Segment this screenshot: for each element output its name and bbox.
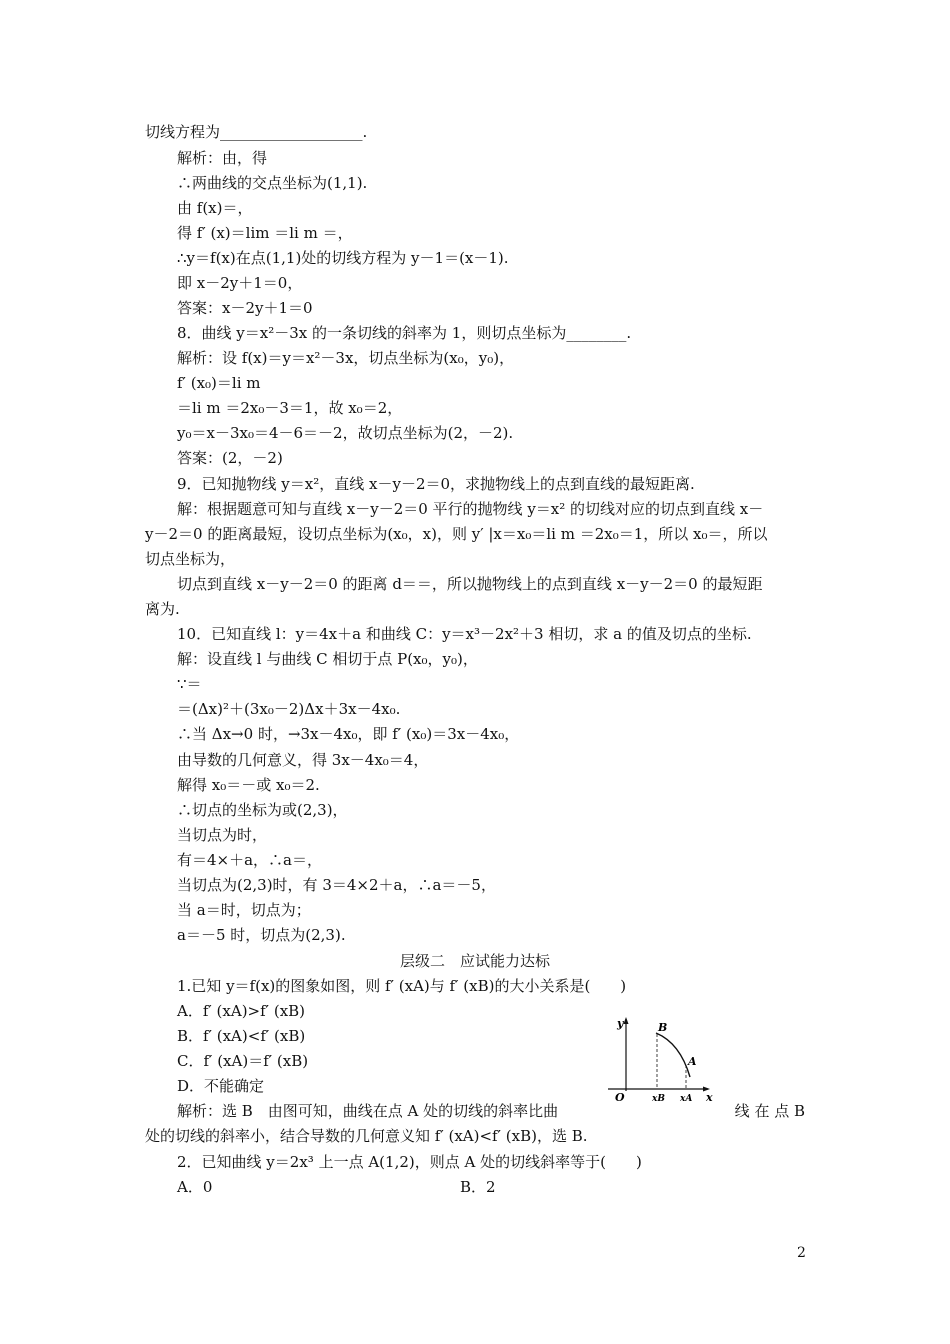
text-line: 解得 x₀＝－或 x₀＝2. — [177, 776, 320, 794]
text-line: 解：根据题意可知与直线 x－y－2＝0 平行的抛物线 y＝x² 的切线对应的切点到直线 x－ — [177, 500, 764, 518]
text-line: 8．曲线 y＝x²－3x 的一条切线的斜率为 1，则切点坐标为________. — [177, 324, 632, 342]
text-line: 即 x－2y＋1＝0， — [177, 274, 303, 292]
text-line: 9．已知抛物线 y＝x²，直线 x－y－2＝0，求抛物线上的点到直线的最短距离. — [177, 475, 695, 493]
text-line: 层级二 应试能力达标 — [399, 952, 550, 970]
page-number: 2 — [797, 1245, 806, 1261]
label-xb: xB — [652, 1094, 665, 1104]
text-line: 当 a＝时，切点为； — [177, 901, 311, 919]
text-line: B．f′ (xA)<f′ (xB) — [177, 1027, 306, 1045]
text-line: ∴切点的坐标为或(2,3)， — [177, 801, 348, 819]
label-b: B — [658, 1021, 668, 1034]
text-line: D．不能确定 — [177, 1077, 265, 1095]
label-a: A — [688, 1055, 697, 1068]
text-line: 得 f′ (x)＝lim ＝li m ＝， — [177, 224, 353, 242]
text-line: 线 在 点 B — [734, 1102, 805, 1120]
text-line: 离为. — [145, 600, 180, 618]
label-x: x — [706, 1091, 713, 1104]
text-line: 解析：由，得 — [177, 149, 268, 167]
text-line: A．0 — [177, 1178, 213, 1196]
text-line: 答案：(2，－2) — [177, 449, 283, 467]
text-line: ∴当 Δx→0 时，→3x－4x₀，即 f′ (x₀)＝3x－4x₀， — [177, 725, 520, 743]
text-line: 由导数的几何意义，得 3x－4x₀＝4， — [177, 751, 429, 769]
curve-f — [656, 1033, 690, 1077]
text-line: 处的切线的斜率小，结合导数的几何意义知 f′ (xA)<f′ (xB)，选 B. — [145, 1127, 588, 1145]
text-line: 当切点为(2,3)时，有 3＝4×2＋a，∴a＝－5， — [177, 876, 496, 894]
label-xa: xA — [680, 1094, 693, 1104]
text-line: 解析：设 f(x)＝y＝x²－3x，切点坐标为(x₀，y₀)， — [177, 349, 515, 367]
label-y: y — [617, 1017, 624, 1030]
text-line: 解析：选 B 由图可知，曲线在点 A 处的切线的斜率比曲 — [177, 1102, 559, 1120]
y-axis-arrow — [624, 1017, 629, 1024]
text-line: 答案：x－2y＋1＝0 — [177, 299, 313, 317]
text-line: y－2＝0 的距离最短，设切点坐标为(x₀，x)，则 y′ |x＝x₀＝li m ＝2x₀＝1，所以 x₀＝，所以 — [145, 525, 768, 543]
text-line: B．2 — [460, 1178, 496, 1196]
text-line: ＝(Δx)²＋(3x₀－2)Δx＋3x－4x₀. — [177, 700, 401, 718]
text-line: ∴两曲线的交点坐标为(1,1). — [177, 174, 368, 192]
text-line: 切点到直线 x－y－2＝0 的距离 d＝＝，所以抛物线上的点到直线 x－y－2＝0 的最短距 — [177, 575, 763, 593]
function-graph-figure — [600, 1015, 720, 1105]
label-o: O — [615, 1091, 625, 1104]
text-line: 当切点为时， — [177, 826, 268, 844]
text-line: 由 f(x)＝， — [177, 199, 253, 217]
text-line: 切线方程为___________________. — [145, 123, 368, 141]
text-line: C．f′ (xA)＝f′ (xB) — [177, 1052, 309, 1070]
text-line: 解：设直线 l 与曲线 C 相切于点 P(x₀，y₀)， — [177, 650, 478, 668]
text-line: ＝li m ＝2x₀－3＝1，故 x₀＝2， — [177, 399, 403, 417]
text-line: a＝－5 时，切点为(2,3). — [177, 926, 346, 944]
text-line: ∴y＝f(x)在点(1,1)处的切线方程为 y－1＝(x－1). — [177, 249, 509, 267]
text-line: 2．已知曲线 y＝2x³ 上一点 A(1,2)，则点 A 处的切线斜率等于( ) — [177, 1153, 642, 1171]
text-line: 有＝4×＋a，∴a＝， — [177, 851, 322, 869]
text-line: A．f′ (xA)>f′ (xB) — [177, 1002, 306, 1020]
text-line: 切点坐标为， — [145, 550, 236, 568]
text-line: y₀＝x－3x₀＝4－6＝－2，故切点坐标为(2，－2). — [177, 424, 514, 442]
text-line: ∵＝ — [177, 675, 202, 693]
text-line: 1.已知 y＝f(x)的图象如图，则 f′ (xA)与 f′ (xB)的大小关系是( ) — [177, 977, 627, 995]
text-line: 10．已知直线 l：y＝4x＋a 和曲线 C：y＝x³－2x²＋3 相切，求 a 的值及切点的坐标. — [177, 625, 752, 643]
text-line: f′ (x₀)＝li m — [177, 374, 261, 392]
